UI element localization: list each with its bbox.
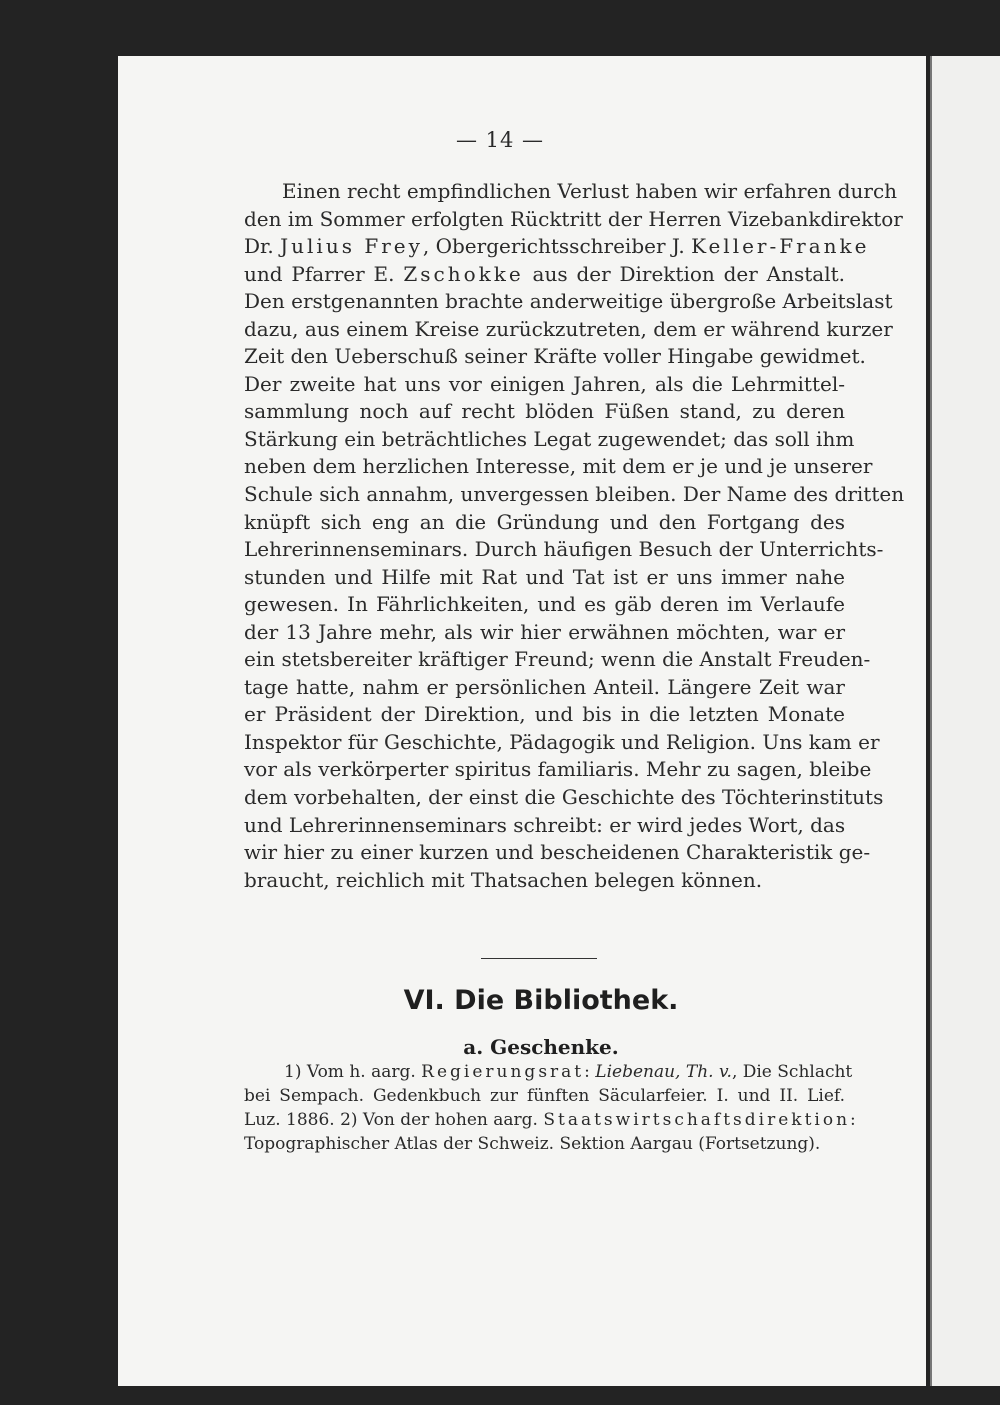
adjacent-page-edge: [930, 56, 1000, 1386]
spaced-name: Regierungsrat: [421, 1062, 585, 1082]
section-title: VI. Die Bibliothek.: [403, 985, 679, 1016]
paragraph-direction-resignations: [244, 178, 905, 894]
text-segment: Stärkung ein beträchtliches Legat zugewendet; das soll ihm: [244, 426, 855, 451]
spaced-name: Staatswirtschaftsdirektion: [543, 1110, 851, 1130]
text-line: [244, 316, 893, 344]
gift-line: [244, 1084, 845, 1108]
text-line: [244, 867, 845, 895]
text-segment: wir hier zu einer kurzen und bescheidenen Charakteristik ge-: [244, 840, 871, 865]
text-line: [244, 261, 845, 289]
text-line: [244, 206, 903, 234]
text-segment: Lehrerinnenseminars. Durch häufigen Besuch der Unterrichts-: [244, 537, 884, 562]
text-segment: Einen recht empfindlichen Verlust haben wir erfahren durch: [282, 179, 898, 203]
text-line: [244, 812, 845, 840]
text-segment: :: [850, 1110, 856, 1130]
text-line: [244, 646, 871, 674]
text-segment: und Lehrerinnenseminars schreibt: er wird jedes Wort, das: [244, 812, 846, 837]
spaced-name: Zschokke: [403, 261, 524, 286]
text-segment: dem vorbehalten, der einst die Geschichte des Töchterinstituts: [244, 785, 884, 810]
text-line: [244, 619, 845, 647]
subsection-title: a. Geschenke.: [463, 1035, 619, 1059]
text-line: [244, 398, 845, 426]
text-segment: Luz. 1886. 2) Von der hohen aarg.: [244, 1110, 544, 1130]
text-line: [244, 453, 873, 481]
text-segment: Dr.: [244, 234, 281, 259]
text-segment: stunden und Hilfe mit Rat und Tat ist er uns immer nahe: [244, 564, 845, 589]
text-segment: er Präsident der Direktion, und bis in die letzten Monate: [244, 702, 845, 727]
text-line: [244, 536, 884, 564]
text-segment: und Pfarrer E.: [244, 261, 404, 286]
italic-author: Liebenau, Th. v.: [595, 1062, 732, 1082]
text-line: [244, 564, 845, 592]
text-segment: Inspektor für Geschichte, Pädagogik und Religion. Uns kam er: [244, 729, 880, 754]
text-segment: neben dem herzlichen Interesse, mit dem er je und je unserer: [244, 454, 873, 479]
text-segment: gewesen. In Fährlichkeiten, und es gäb deren im Verlaufe: [244, 592, 845, 617]
section-divider: [481, 958, 597, 959]
text-segment: aus der Direktion der Anstalt.: [523, 261, 845, 286]
text-segment: Zeit den Ueberschuß seiner Kräfte voller Hingabe gewidmet.: [244, 344, 866, 369]
text-line: [244, 729, 880, 757]
text-segment: braucht, reichlich mit Thatsachen belegen können.: [244, 867, 763, 892]
text-segment: tage hatte, nahm er persönlichen Anteil. Längere Zeit war: [244, 674, 845, 699]
text-segment: ein stetsbereiter kräftiger Freund; wenn die Anstalt Freuden-: [244, 647, 871, 672]
text-line: [244, 481, 905, 509]
spaced-name: Keller-Franke: [691, 234, 870, 259]
text-line: [244, 343, 866, 371]
text-line: [244, 509, 845, 537]
text-line: [244, 591, 845, 619]
gift-line: [244, 1132, 845, 1156]
text-segment: , Die Schlacht: [731, 1062, 853, 1082]
gift-line: [244, 1060, 853, 1084]
text-segment: der 13 Jahre mehr, als wir hier erwähnen möchten, war er: [244, 619, 845, 644]
text-segment: Den erstgenannten brachte anderweitige übergroße Arbeitslast: [244, 289, 893, 314]
text-segment: Schule sich annahm, unvergessen bleiben. Der Name des dritten: [244, 482, 905, 507]
text-line: [244, 288, 893, 316]
text-line: [244, 426, 855, 454]
text-segment: Topographischer Atlas der Schweiz. Sektion Aargau (Fortsetzung).: [244, 1134, 821, 1154]
text-segment: 1) Vom h. aarg.: [284, 1062, 422, 1082]
text-segment: dazu, aus einem Kreise zurückzutreten, dem er während kurzer: [244, 316, 893, 341]
text-segment: vor als verkörperter spiritus familiaris. Mehr zu sagen, bleibe: [244, 757, 872, 782]
text-segment: , Obergerichtsschreiber J.: [422, 234, 692, 259]
text-segment: bei Sempach. Gedenkbuch zur fünften Säcularfeier. I. und II. Lief.: [244, 1086, 845, 1106]
text-line: [244, 701, 845, 729]
text-line: [244, 839, 871, 867]
text-segment: den im Sommer erfolgten Rücktritt der Herren Vizebankdirektor: [244, 206, 903, 231]
gift-line: [244, 1108, 856, 1132]
text-segment: knüpft sich eng an die Gründung und den Fortgang des: [244, 509, 845, 534]
text-line: [244, 233, 870, 261]
spaced-name: Julius Frey: [280, 234, 423, 259]
text-line: [244, 756, 872, 784]
text-segment: :: [584, 1062, 596, 1082]
text-segment: sammlung noch auf recht blöden Füßen stand, zu deren: [244, 399, 845, 424]
text-line: [244, 784, 884, 812]
text-line: [244, 371, 845, 399]
page-number: — 14 —: [455, 128, 545, 152]
text-line: [244, 178, 898, 206]
text-segment: Der zweite hat uns vor einigen Jahren, als die Lehrmittel-: [244, 371, 845, 396]
text-line: [244, 674, 845, 702]
gifts-list: [244, 1060, 856, 1156]
